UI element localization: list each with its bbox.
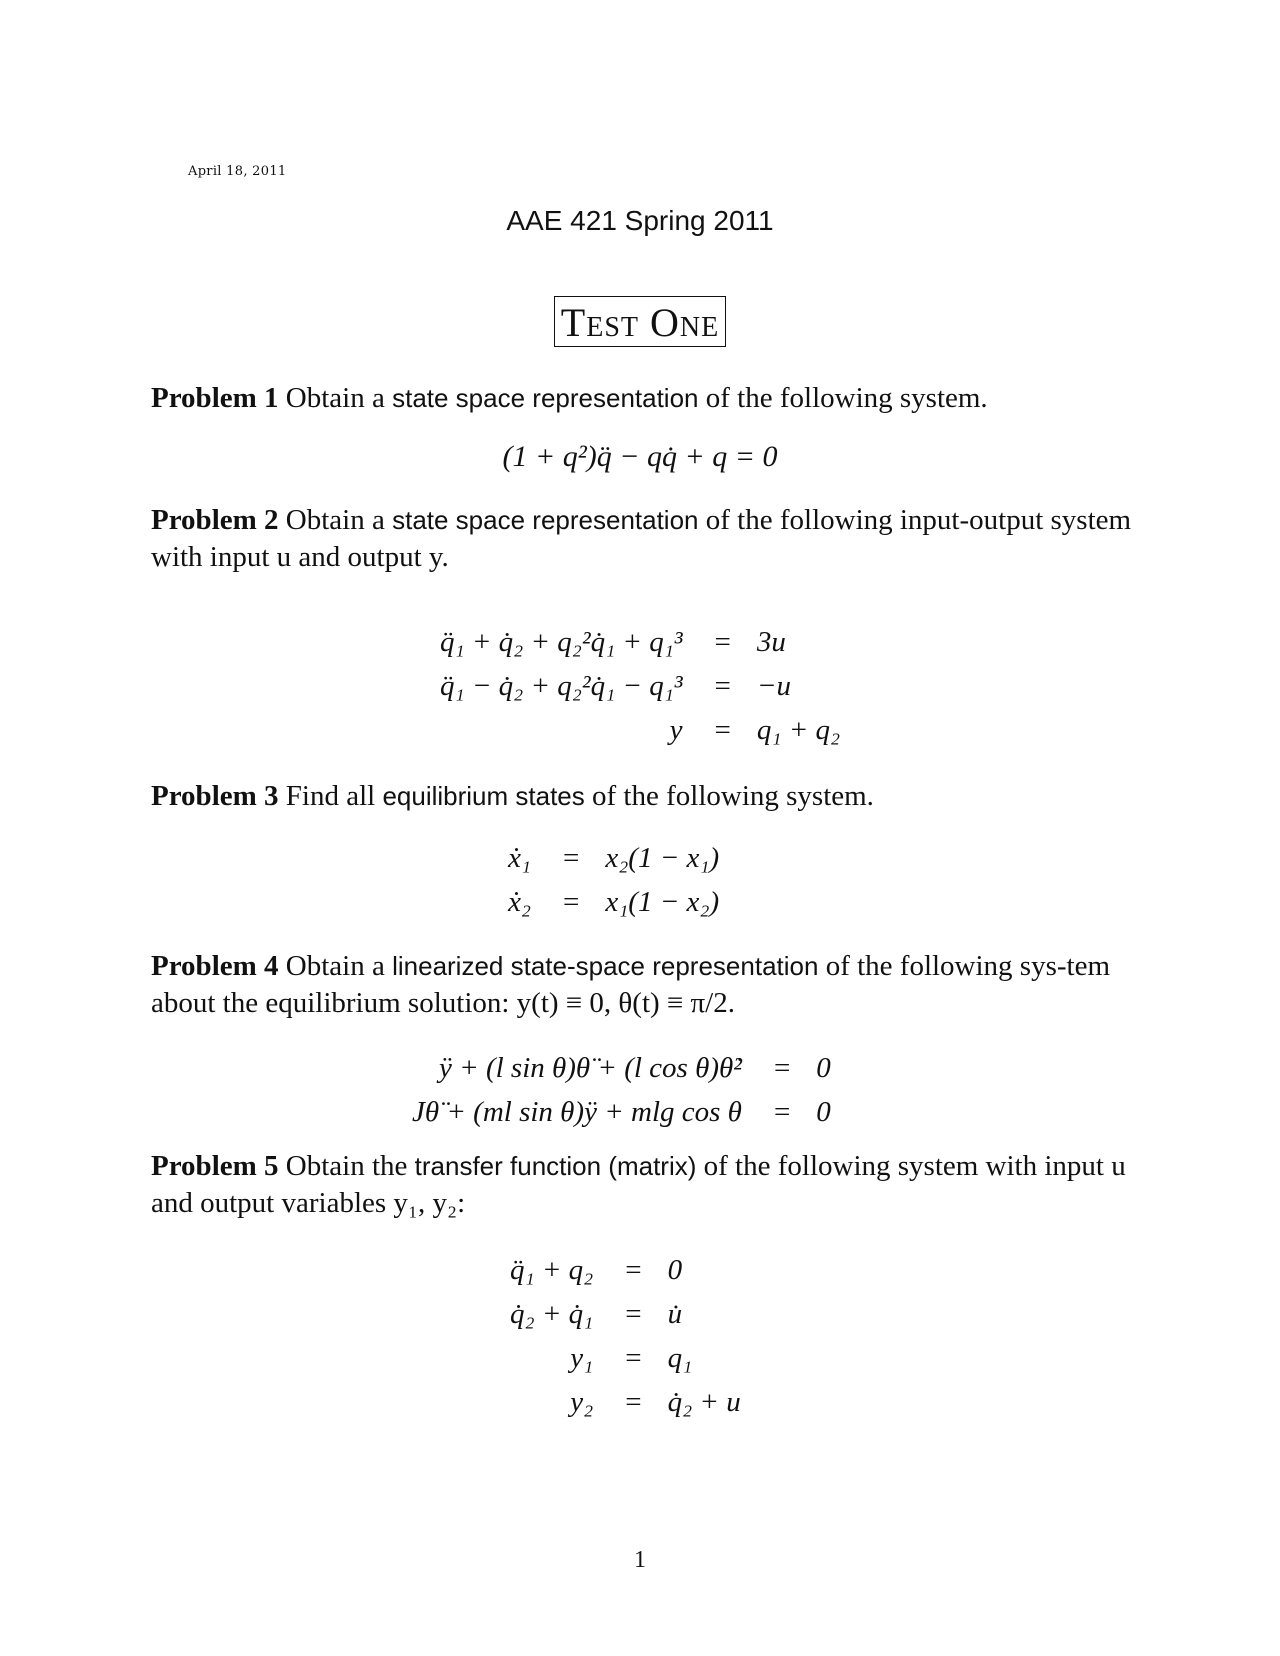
equation-row [412,1046,831,1090]
date-label: April 18, 2011 [188,164,287,179]
equation-rhs: q₁ [667,1341,693,1374]
equation-row [508,836,719,880]
equation-rhs: 0 [667,1253,683,1286]
equation-rhs: q̇₂ + u [667,1385,741,1418]
problem-3-text-after: of the following system. [584,780,874,812]
equation-row [508,880,719,924]
equation-row [440,664,840,708]
problem-2-term: state space representation [392,505,699,535]
test-title: Test One [554,296,726,347]
problem-4-equations [412,1046,831,1134]
problem-3-equations [508,836,719,924]
problem-3-label: Problem 3 [151,780,279,812]
equation-rhs: 3u [756,625,786,658]
problem-2-text [151,502,1133,576]
problem-3-text [151,778,1133,815]
equals-sign: = [714,669,731,702]
problem-5-term: transfer function (matrix) [414,1151,697,1181]
equation-lhs: y [669,713,683,746]
equation-row [510,1292,741,1336]
equation-row [510,1336,741,1380]
problem-4-text-after: of the following sys-tem about the equilibrium solution: y(t) ≡ 0, θ(t) ≡ π/2. [151,950,1111,1019]
problem-1-label: Problem 1 [151,382,279,414]
problem-4-label: Problem 4 [151,950,279,982]
equation-rhs: u̇ [667,1297,683,1330]
equation-rhs: 0 [816,1051,831,1084]
equation-lhs: q̇₂ + q̇₁ [510,1297,594,1330]
equation-lhs: y₂ [570,1385,594,1418]
equals-sign: = [773,1095,791,1128]
problem-1-text [151,380,1133,417]
equation-row [510,1248,741,1292]
equals-sign: = [714,713,731,746]
equation-lhs: ẋ₁ [508,841,531,874]
problem-1-text-after: of the following system. [698,382,988,414]
equation-rhs: q₁ + q₂ [756,713,841,746]
equals-sign: = [714,625,731,658]
equation-lhs: q̈₁ − q̇₂ + q₂²q̇₁ − q₁³ [440,669,683,702]
equation-row [440,620,840,664]
equals-sign: = [773,1051,791,1084]
problem-1-text-before: Obtain a [278,382,393,414]
equation-lhs: q̈₁ + q̇₂ + q₂²q̇₁ + q₁³ [440,625,683,658]
equation-lhs: ẋ₂ [508,885,531,918]
equation-rhs: x₂(1 − x₁) [605,841,720,874]
problem-3-text-before: Find all [278,780,383,812]
equation-rhs: −u [756,669,791,702]
page-number: 1 [634,1547,646,1573]
problem-5-equations [510,1248,741,1424]
problem-4-term: linearized state-space representation [392,951,819,981]
equals-sign: = [625,1385,642,1418]
problem-2-text-before: Obtain a [278,504,393,536]
problem-1-equation: (1 + q²)q̈ − qq̇ + q = 0 [502,440,778,473]
equation-lhs: Jθ̈ + (ml sin θ)ÿ + mlg cos θ [412,1095,742,1128]
problem-4-text [151,948,1133,1022]
equals-sign: = [625,1341,642,1374]
problem-5-text-before: Obtain the [278,1150,415,1182]
equation-row [510,1380,741,1424]
equation-lhs: q̈₁ + q₂ [510,1253,594,1286]
problem-5-label: Problem 5 [151,1150,279,1182]
course-title: AAE 421 Spring 2011 [506,205,774,236]
equals-sign: = [625,1297,642,1330]
equation-lhs: ÿ + (l sin θ)θ̈ + (l cos θ)θ̇² [439,1051,742,1084]
equals-sign: = [562,885,580,918]
equation-row [412,1090,831,1134]
problem-3-term: equilibrium states [382,781,585,811]
problem-1-term: state space representation [392,383,699,413]
equation-rhs: 0 [816,1095,831,1128]
problem-2-equations [440,620,840,752]
problem-2-label: Problem 2 [151,504,279,536]
problem-2-text-after: of the following input-output system with input u and output y. [151,504,1132,573]
equals-sign: = [625,1253,642,1286]
test-title-container [0,296,1280,347]
problem-4-text-before: Obtain a [278,950,393,982]
problem-5-text [151,1148,1133,1222]
problem-5-text-after: of the following system with input u and output variables y₁, y₂: [151,1150,1126,1219]
equation-lhs: y₁ [570,1341,594,1374]
equation-row [440,708,840,752]
equals-sign: = [562,841,580,874]
equation-rhs: x₁(1 − x₂) [605,885,720,918]
